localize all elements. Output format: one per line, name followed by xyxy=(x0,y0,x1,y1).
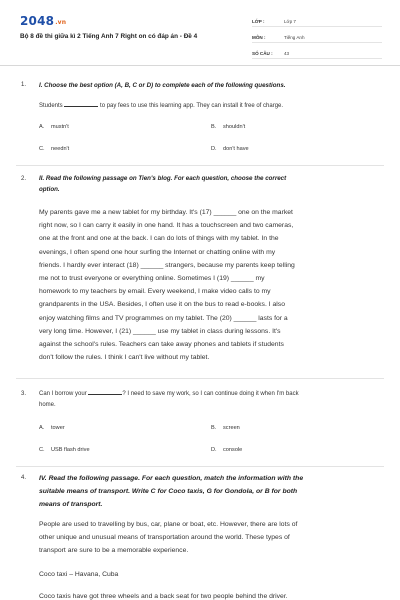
question-stem xyxy=(39,389,384,411)
meta-key: MÔN : xyxy=(252,34,266,40)
page-title: Bộ 8 đề thi giữa kì 2 Tiếng Anh 7 Right on có đáp án - Đề 4 xyxy=(20,33,198,40)
site-logo[interactable] xyxy=(20,14,66,28)
meta-value: 43 xyxy=(284,50,290,56)
passage-line: very long time. However, I (21) ______ use my tablet in class during lessons. It's xyxy=(39,327,281,335)
passage-line: My parents gave me a new tablet for my birthday. It's (17) ______ one on the market xyxy=(39,209,293,216)
option-text: mustn't xyxy=(51,124,69,130)
meta-row-subject xyxy=(252,32,382,43)
passage-line: don't follow the rules. I think I can't live without my tablet. xyxy=(39,354,210,362)
question-number: 4. xyxy=(21,475,27,481)
meta-key: LỚP : xyxy=(252,18,265,24)
question-stem xyxy=(39,101,384,109)
option-letter: B. xyxy=(211,425,217,431)
instruction-line: II. Read the following passage on Tien's blog. For each question, choose the correct xyxy=(39,175,287,182)
option-letter: D. xyxy=(211,146,217,152)
document-header xyxy=(0,0,400,66)
option-text: shouldn't xyxy=(223,124,246,130)
stem-text: to pay fees to use this learning app. They can install it free of charge. xyxy=(100,103,284,109)
question-instruction xyxy=(39,472,384,511)
reading-passage xyxy=(39,518,384,558)
option-text: USB flash drive xyxy=(51,447,90,453)
passage-line: against the school's rules. Teachers can take away phones and tablets if students xyxy=(39,341,284,349)
option-text: needn't xyxy=(51,146,70,152)
meta-value: Lớp 7 xyxy=(284,18,296,24)
passage-line: me not to trust everyone or everything online. Sometimes I (19) ______ my xyxy=(39,275,265,283)
exam-meta xyxy=(252,16,382,64)
answer-blank xyxy=(64,101,98,107)
question-divider xyxy=(16,378,384,379)
passage-line: other unique and unusual means of transportation around the world. These types of xyxy=(39,534,290,542)
option-letter: C. xyxy=(39,447,45,453)
instruction-line: IV. Read the following passage. For each question, match the information with the xyxy=(39,475,304,482)
option-d[interactable] xyxy=(211,146,249,152)
stem-text: Can I borrow your xyxy=(39,391,87,397)
instruction-line: suitable means of transport. Write C for Coco taxis, G for Gondola, or B for both xyxy=(39,488,298,495)
logo-main: 2048 xyxy=(20,14,55,28)
meta-row-count xyxy=(252,48,382,59)
option-c[interactable] xyxy=(39,447,90,453)
option-text: console xyxy=(223,447,243,453)
passage-line: transport are sure to be a memorable experience. xyxy=(39,547,189,555)
passage-subheading: Coco taxi – Havana, Cuba xyxy=(39,571,119,578)
option-letter: B. xyxy=(211,124,217,130)
meta-key: SỐ CÂU : xyxy=(252,50,273,56)
question-instruction xyxy=(39,173,384,195)
option-text: tower xyxy=(51,425,65,431)
stem-text: ? I need to save my work, so I can continue doing it when I'm back xyxy=(122,391,299,397)
meta-row-class xyxy=(252,16,382,27)
option-b[interactable] xyxy=(211,124,245,130)
passage-line: evenings, I often spend one hour surfing the Internet or chatting online with my xyxy=(39,248,276,256)
option-text: screen xyxy=(223,425,240,431)
answer-blank xyxy=(88,389,122,395)
option-d[interactable] xyxy=(211,447,242,453)
option-letter: C. xyxy=(39,146,45,152)
passage-line: one at the front and one at the back. I can do lots of things with my tablet. In the xyxy=(39,235,279,243)
question-number: 1. xyxy=(21,82,27,88)
option-letter: D. xyxy=(211,447,217,453)
option-text: don't have xyxy=(223,146,249,152)
question-divider xyxy=(16,466,384,467)
reading-passage xyxy=(39,206,384,364)
question-number: 2. xyxy=(21,176,27,182)
option-letter: A. xyxy=(39,124,45,130)
passage-line: Coco taxis have got three wheels and a back seat for two people behind the driver. xyxy=(39,593,288,600)
passage-line: right now, so I can carry it easily in one hand. It has a touchscreen and two cameras, xyxy=(39,222,294,230)
passage-line: People are used to travelling by bus, car, plane or boat, etc. However, there are lots of xyxy=(39,521,298,528)
passage-line: enjoy watching films and TV programmes on my tablet. The (20) ______ lasts for a xyxy=(39,314,288,322)
logo-suffix: .vn xyxy=(55,19,67,26)
passage-line: friends. I hardly ever interact (18) ______ strangers, because my parents keep telling xyxy=(39,261,295,269)
instruction-line: means of transport. xyxy=(39,501,103,508)
question-instruction: I. Choose the best option (A, B, C or D) to complete each of the following questions. xyxy=(39,82,286,89)
instruction-line: option. xyxy=(39,186,60,193)
option-a[interactable] xyxy=(39,124,69,130)
question-number: 3. xyxy=(21,391,27,397)
option-b[interactable] xyxy=(211,425,240,431)
passage-line: homework to my teachers by email. Every weekend, I make video calls to my xyxy=(39,288,271,296)
passage-line: grandparents in the USA. Besides, I often use it on the bus to read e-books. I also xyxy=(39,301,285,309)
option-c[interactable] xyxy=(39,146,69,152)
option-letter: A. xyxy=(39,425,45,431)
option-a[interactable] xyxy=(39,425,65,431)
question-divider xyxy=(16,165,384,166)
stem-text: home. xyxy=(39,402,56,408)
stem-text: Students xyxy=(39,103,63,109)
meta-value: Tiếng Anh xyxy=(284,34,305,40)
